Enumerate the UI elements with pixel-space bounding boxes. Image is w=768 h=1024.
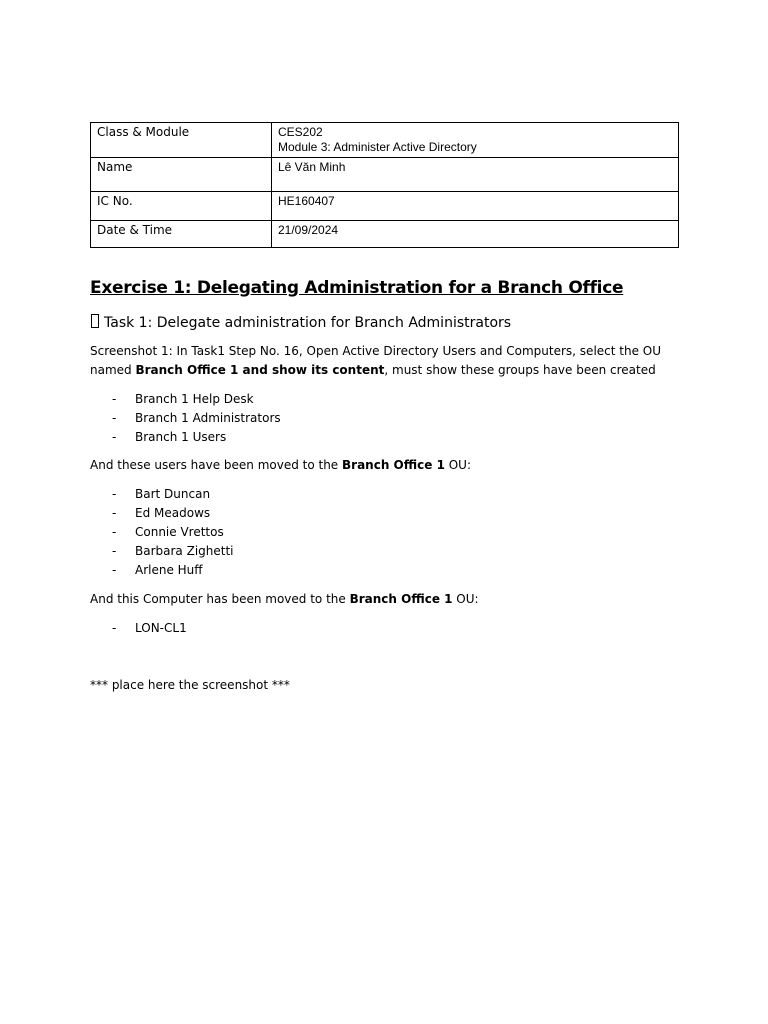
computer-intro-end: OU: [452,592,479,606]
instruction-text: Screenshot 1: In Task1 Step No. 16, Open Active Directory Users and Computers, select the OU named [90,344,662,377]
module-name: Module 3: Administer Active Directory [278,140,477,154]
instruction-bold: Branch Office 1 and show its content [135,363,385,377]
computer-intro-bold: Branch Office 1 [349,592,453,606]
task-title: Task 1: Delegate administration for Branch Administrators [104,315,512,331]
class-module-value [272,123,679,158]
checkbox-glyph-icon [91,314,99,328]
list-item: - Bart Duncan [90,485,234,504]
list-item: - Branch 1 Help Desk [90,390,281,409]
task-heading [90,314,511,331]
ic-no-label: IC No. [91,192,272,221]
list-item: - Connie Vrettos [90,523,234,542]
list-item: - Arlene Huff [90,561,234,580]
name-label: Name [91,158,272,192]
date-time-label: Date & Time [91,221,272,248]
users-intro-text: And these users have been moved to the [90,458,343,472]
list-item: - Branch 1 Administrators [90,409,281,428]
list-item: - Ed Meadows [90,504,234,523]
info-table [90,122,679,248]
table-row [91,123,679,158]
list-item: - Branch 1 Users [90,428,281,447]
instruction-text-end: , must show these groups have been created [384,363,656,377]
class-module-label: Class & Module [91,123,272,158]
table-row [91,221,679,248]
table-row [91,192,679,221]
users-intro-bold: Branch Office 1 [342,458,445,472]
list-item: - Barbara Zighetti [90,542,234,561]
computer-intro-text: And this Computer has been moved to the [90,592,350,606]
screenshot-placeholder: *** place here the screenshot *** [90,678,290,692]
computer-intro [90,590,678,609]
groups-list [90,390,281,447]
computers-list [90,619,187,638]
table-row [91,158,679,192]
users-intro [90,456,678,475]
list-item: - LON-CL1 [90,619,187,638]
exercise-title: Exercise 1: Delegating Administration for a Branch Office [90,278,624,298]
screenshot-instruction [90,342,678,380]
ic-no-value: HE160407 [272,192,679,221]
users-list [90,485,234,580]
users-intro-end: OU: [444,458,472,472]
date-time-value: 21/09/2024 [272,221,679,248]
class-code: CES202 [278,125,323,139]
name-value: Lê Văn Minh [272,158,679,192]
document-page [90,122,678,692]
